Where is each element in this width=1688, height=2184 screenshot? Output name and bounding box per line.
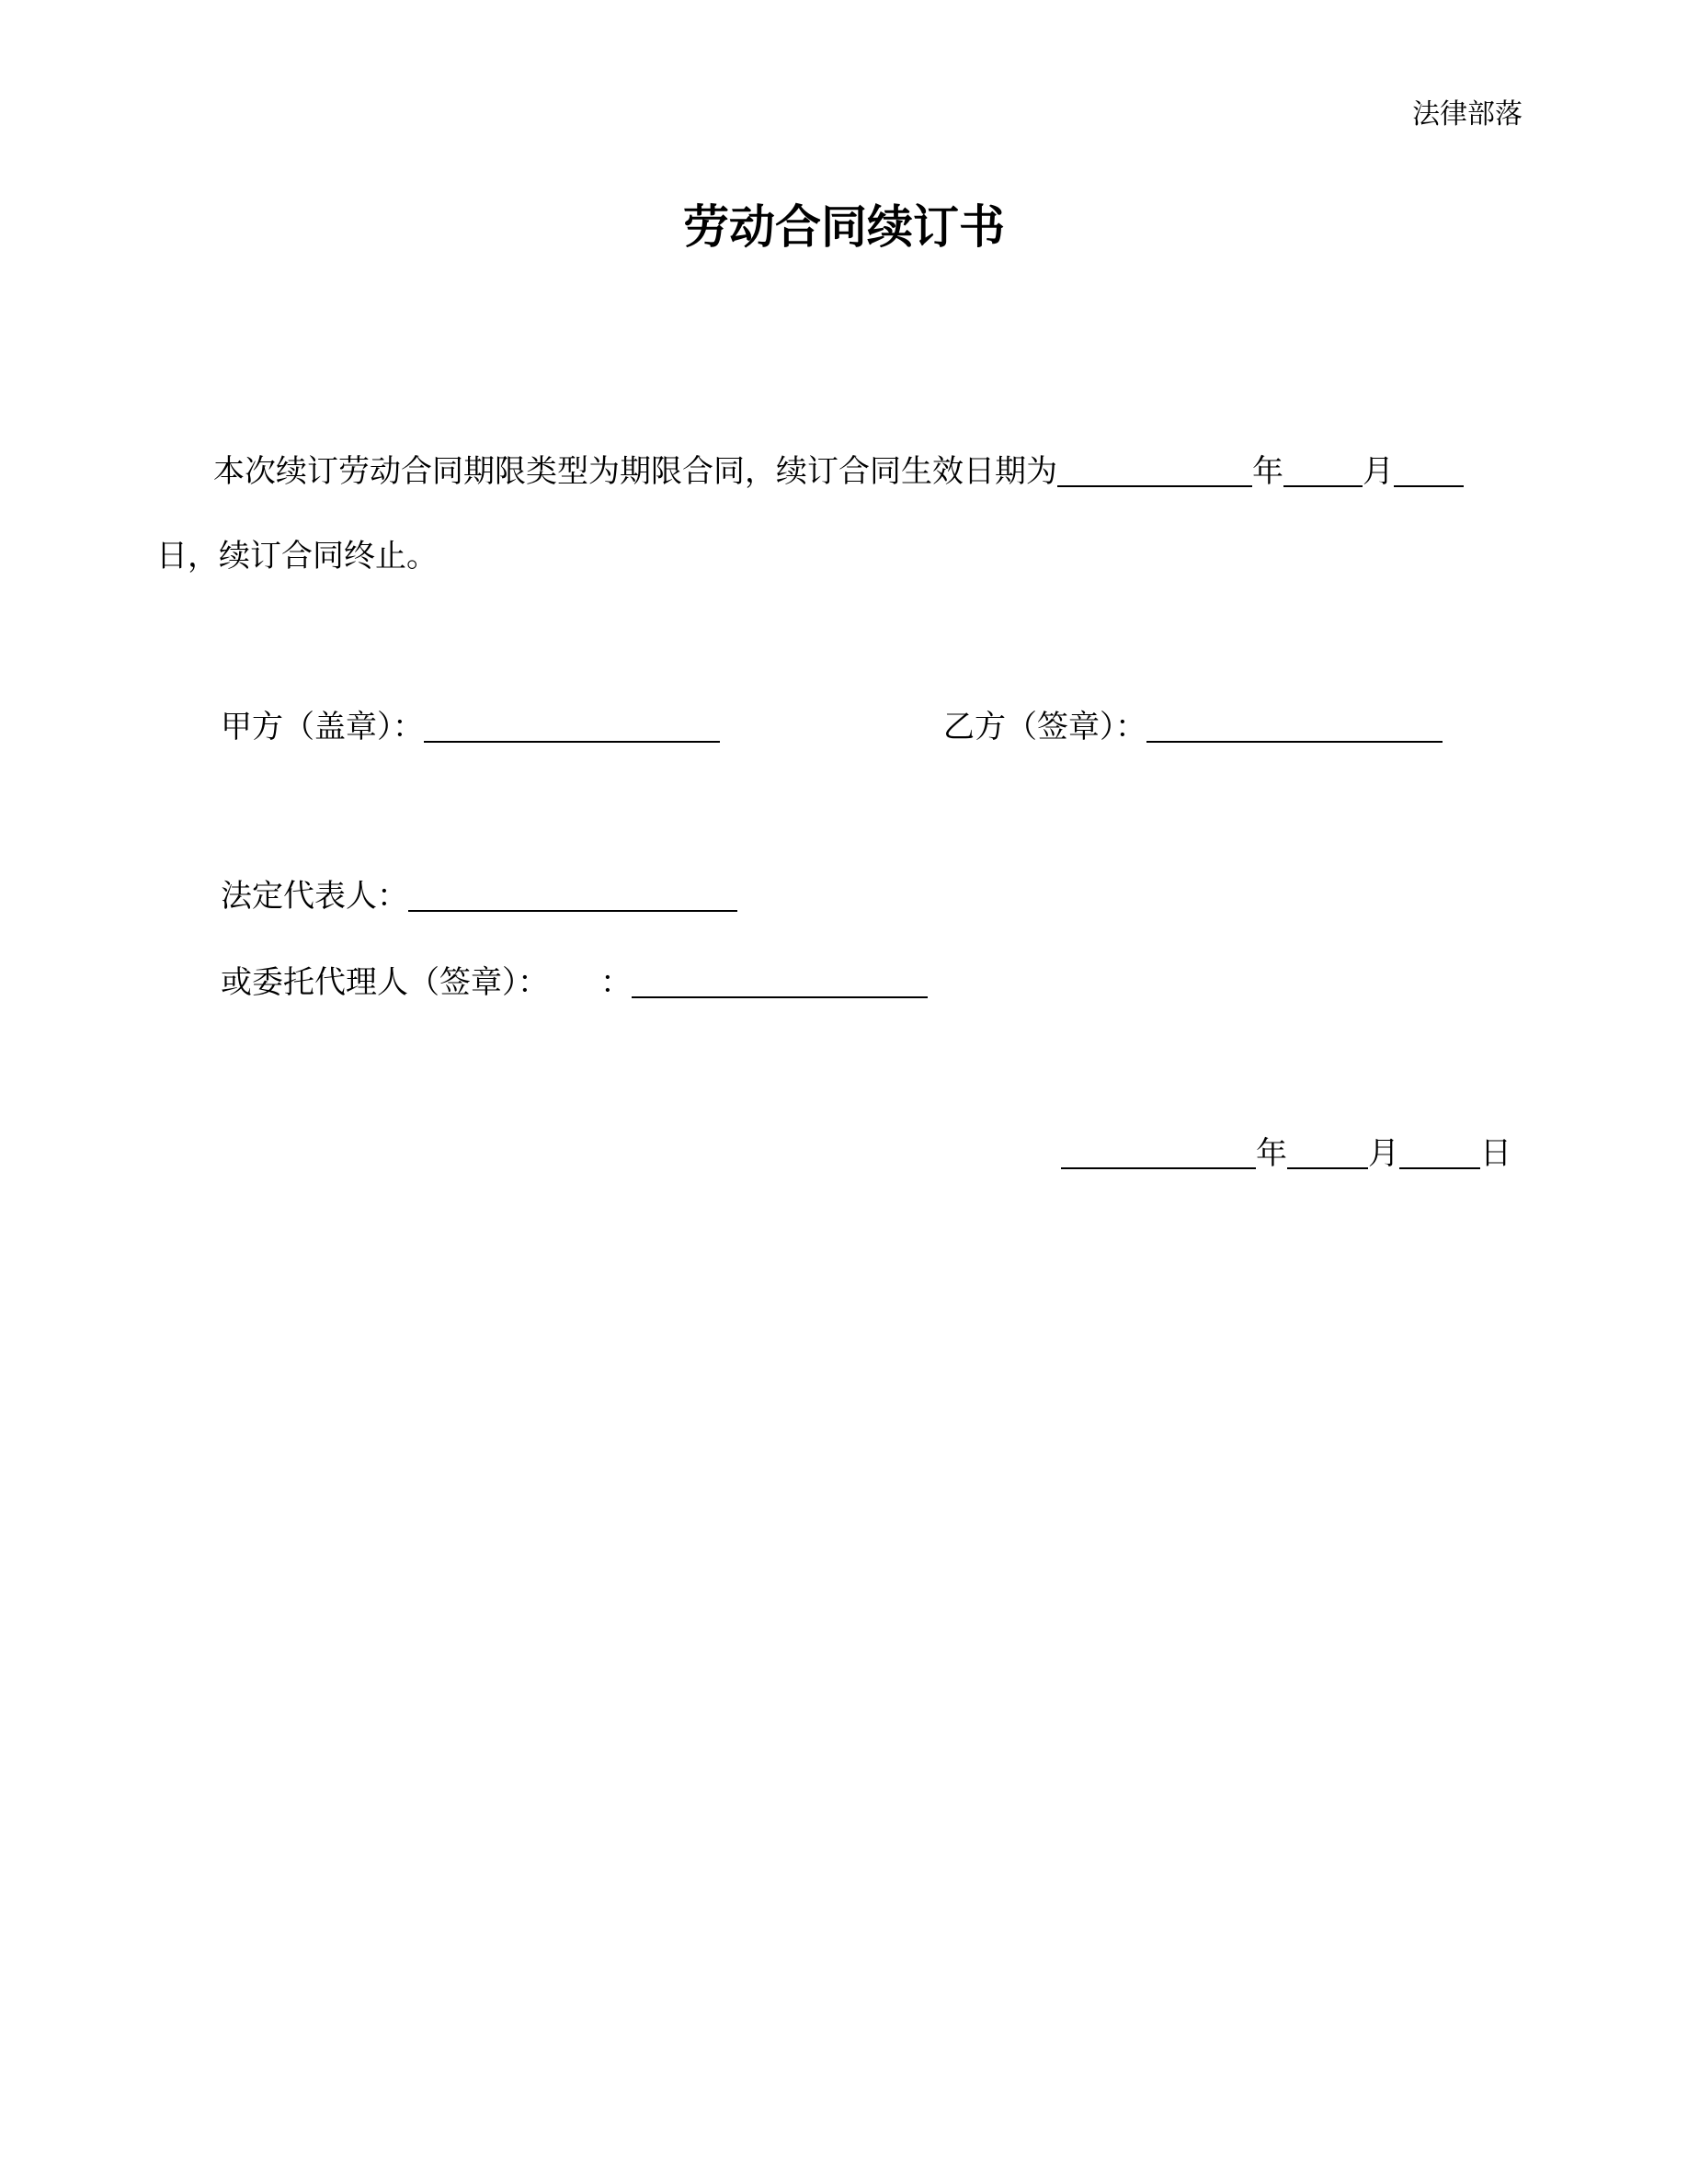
- date-year-blank[interactable]: [1061, 1136, 1256, 1169]
- agent-signature-blank[interactable]: [632, 965, 928, 998]
- party-a-signature-blank[interactable]: [424, 710, 720, 743]
- date-year-label: 年: [1256, 1135, 1287, 1172]
- party-b-signature-blank[interactable]: [1146, 710, 1443, 743]
- date-month-label: 月: [1368, 1135, 1399, 1172]
- legal-rep-signature-blank[interactable]: [408, 879, 737, 912]
- date-month-blank[interactable]: [1287, 1136, 1368, 1169]
- party-a-row: [221, 710, 720, 743]
- document-title: 劳动合同续订书: [683, 200, 1005, 254]
- date-day-label: 日: [1480, 1135, 1511, 1172]
- paragraph-line-2: [156, 540, 438, 572]
- party-b-row: [943, 710, 1443, 743]
- header-tag: 法律部落: [1412, 98, 1523, 131]
- paragraph-text-2: 日，续订合同终止。: [156, 538, 438, 574]
- date-line: [1061, 1135, 1511, 1172]
- agent-row: [221, 964, 928, 1001]
- legal-rep-row: [221, 878, 737, 915]
- agent-label: 或委托代理人（签章）：: [221, 964, 549, 1001]
- effective-year-label: 年: [1252, 453, 1283, 490]
- party-b-label: 乙方（签章）：: [943, 709, 1146, 745]
- paragraph-text-1: 本次续订劳动合同期限类型为期限合同，续订合同生效日期为: [213, 453, 1057, 490]
- agent-colon: ：: [600, 964, 632, 1001]
- paragraph-line-1: [213, 453, 1464, 490]
- effective-month-label: 月: [1363, 453, 1394, 490]
- effective-day-blank[interactable]: [1394, 454, 1464, 487]
- date-day-blank[interactable]: [1399, 1136, 1480, 1169]
- effective-year-blank[interactable]: [1057, 454, 1252, 487]
- legal-rep-label: 法定代表人：: [221, 878, 408, 915]
- party-a-label: 甲方（盖章）：: [221, 709, 424, 745]
- effective-month-blank[interactable]: [1283, 454, 1363, 487]
